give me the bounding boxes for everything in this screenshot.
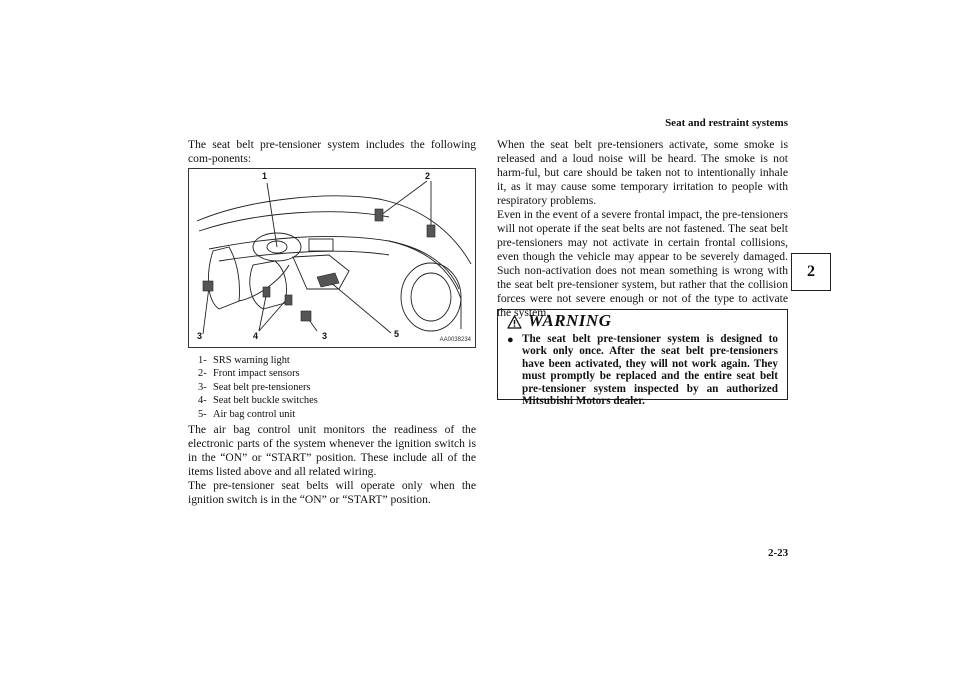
chapter-number: 2: [807, 263, 815, 280]
callout-1: 1: [262, 171, 268, 181]
warning-triangle-icon: [507, 315, 522, 329]
legend-item: [198, 408, 318, 421]
body-paragraph: When the seat belt pre-tensioners activate, some smoke is released and a loud noise will be heard. The smoke is not harm-ful, but care should be taken not to intentionally inhale it, as it may cause some temporary irritation to people with respiratory problems.: [497, 138, 788, 207]
legend-item: [198, 354, 318, 367]
page-number: 2-23: [768, 547, 789, 559]
legend-label: Seat belt pre-tensioners: [213, 381, 311, 393]
legend-number: 1-: [198, 355, 207, 366]
bullet-icon: ●: [507, 334, 514, 346]
callout-3-left: 3: [197, 331, 203, 341]
legend-label: SRS warning light: [213, 355, 290, 366]
callout-3-right: 3: [322, 331, 328, 341]
legend-number: 5-: [198, 408, 207, 420]
pretensioner-diagram: [188, 168, 476, 348]
legend-item: [198, 394, 318, 407]
right-body: [497, 138, 788, 320]
section-header: Seat and restraint systems: [665, 117, 788, 129]
callout-2: 2: [425, 171, 431, 181]
legend-item: [198, 367, 318, 380]
chapter-tab: [791, 253, 831, 291]
warning-box: [497, 309, 788, 408]
legend-number: 3-: [198, 381, 207, 393]
body-paragraph: Even in the event of a severe frontal impact, the pre-tensioners will not operate if the seat belts are not fastened. The seat belt pre-tensioners may not activate in certain frontal collisions, even though the vehicle may appear to be severely damaged. Such non-activation does not mean something is wrong with the seat belt pre-tensioner system, but rather that the collision forces were not severe enough or not of the type to activate the system.: [497, 208, 788, 319]
figure-code: AA0038234: [439, 337, 471, 343]
legend-label: Seat belt buckle switches: [213, 395, 318, 407]
left-intro: [188, 138, 476, 166]
body-paragraph: The air bag control unit monitors the readiness of the electronic parts of the system whenever the ignition switch is in the “ON” or “START” position. These include all of the items listed above and all related wiring.: [188, 423, 476, 478]
legend-number: 4-: [198, 395, 207, 407]
body-paragraph: The pre-tensioner seat belts will operate only when the ignition switch is in the “ON” or “START” position.: [188, 479, 476, 506]
callout-4: 4: [253, 331, 259, 341]
legend-label: Front impact sensors: [213, 368, 300, 380]
warning-title: WARNING: [528, 311, 612, 330]
vehicle-interior-illustration: [189, 169, 477, 349]
legend-number: 2-: [198, 368, 207, 380]
legend-label: Air bag control unit: [213, 408, 296, 420]
warning-text: The seat belt pre-tensioner system is designed to work only once. After the seat belt pre-tensioners have been activated, they will not work again. They must promptly be replaced and the entire seat belt pre-tensioner system inspected by an authorized Mitsubishi Motors dealer.: [522, 333, 778, 408]
left-body: [188, 423, 476, 507]
callout-5: 5: [394, 329, 400, 339]
legend-item: [198, 381, 318, 394]
intro-paragraph: The seat belt pre-tensioner system includes the following com-ponents:: [188, 138, 476, 165]
figure-legend: [198, 354, 318, 421]
